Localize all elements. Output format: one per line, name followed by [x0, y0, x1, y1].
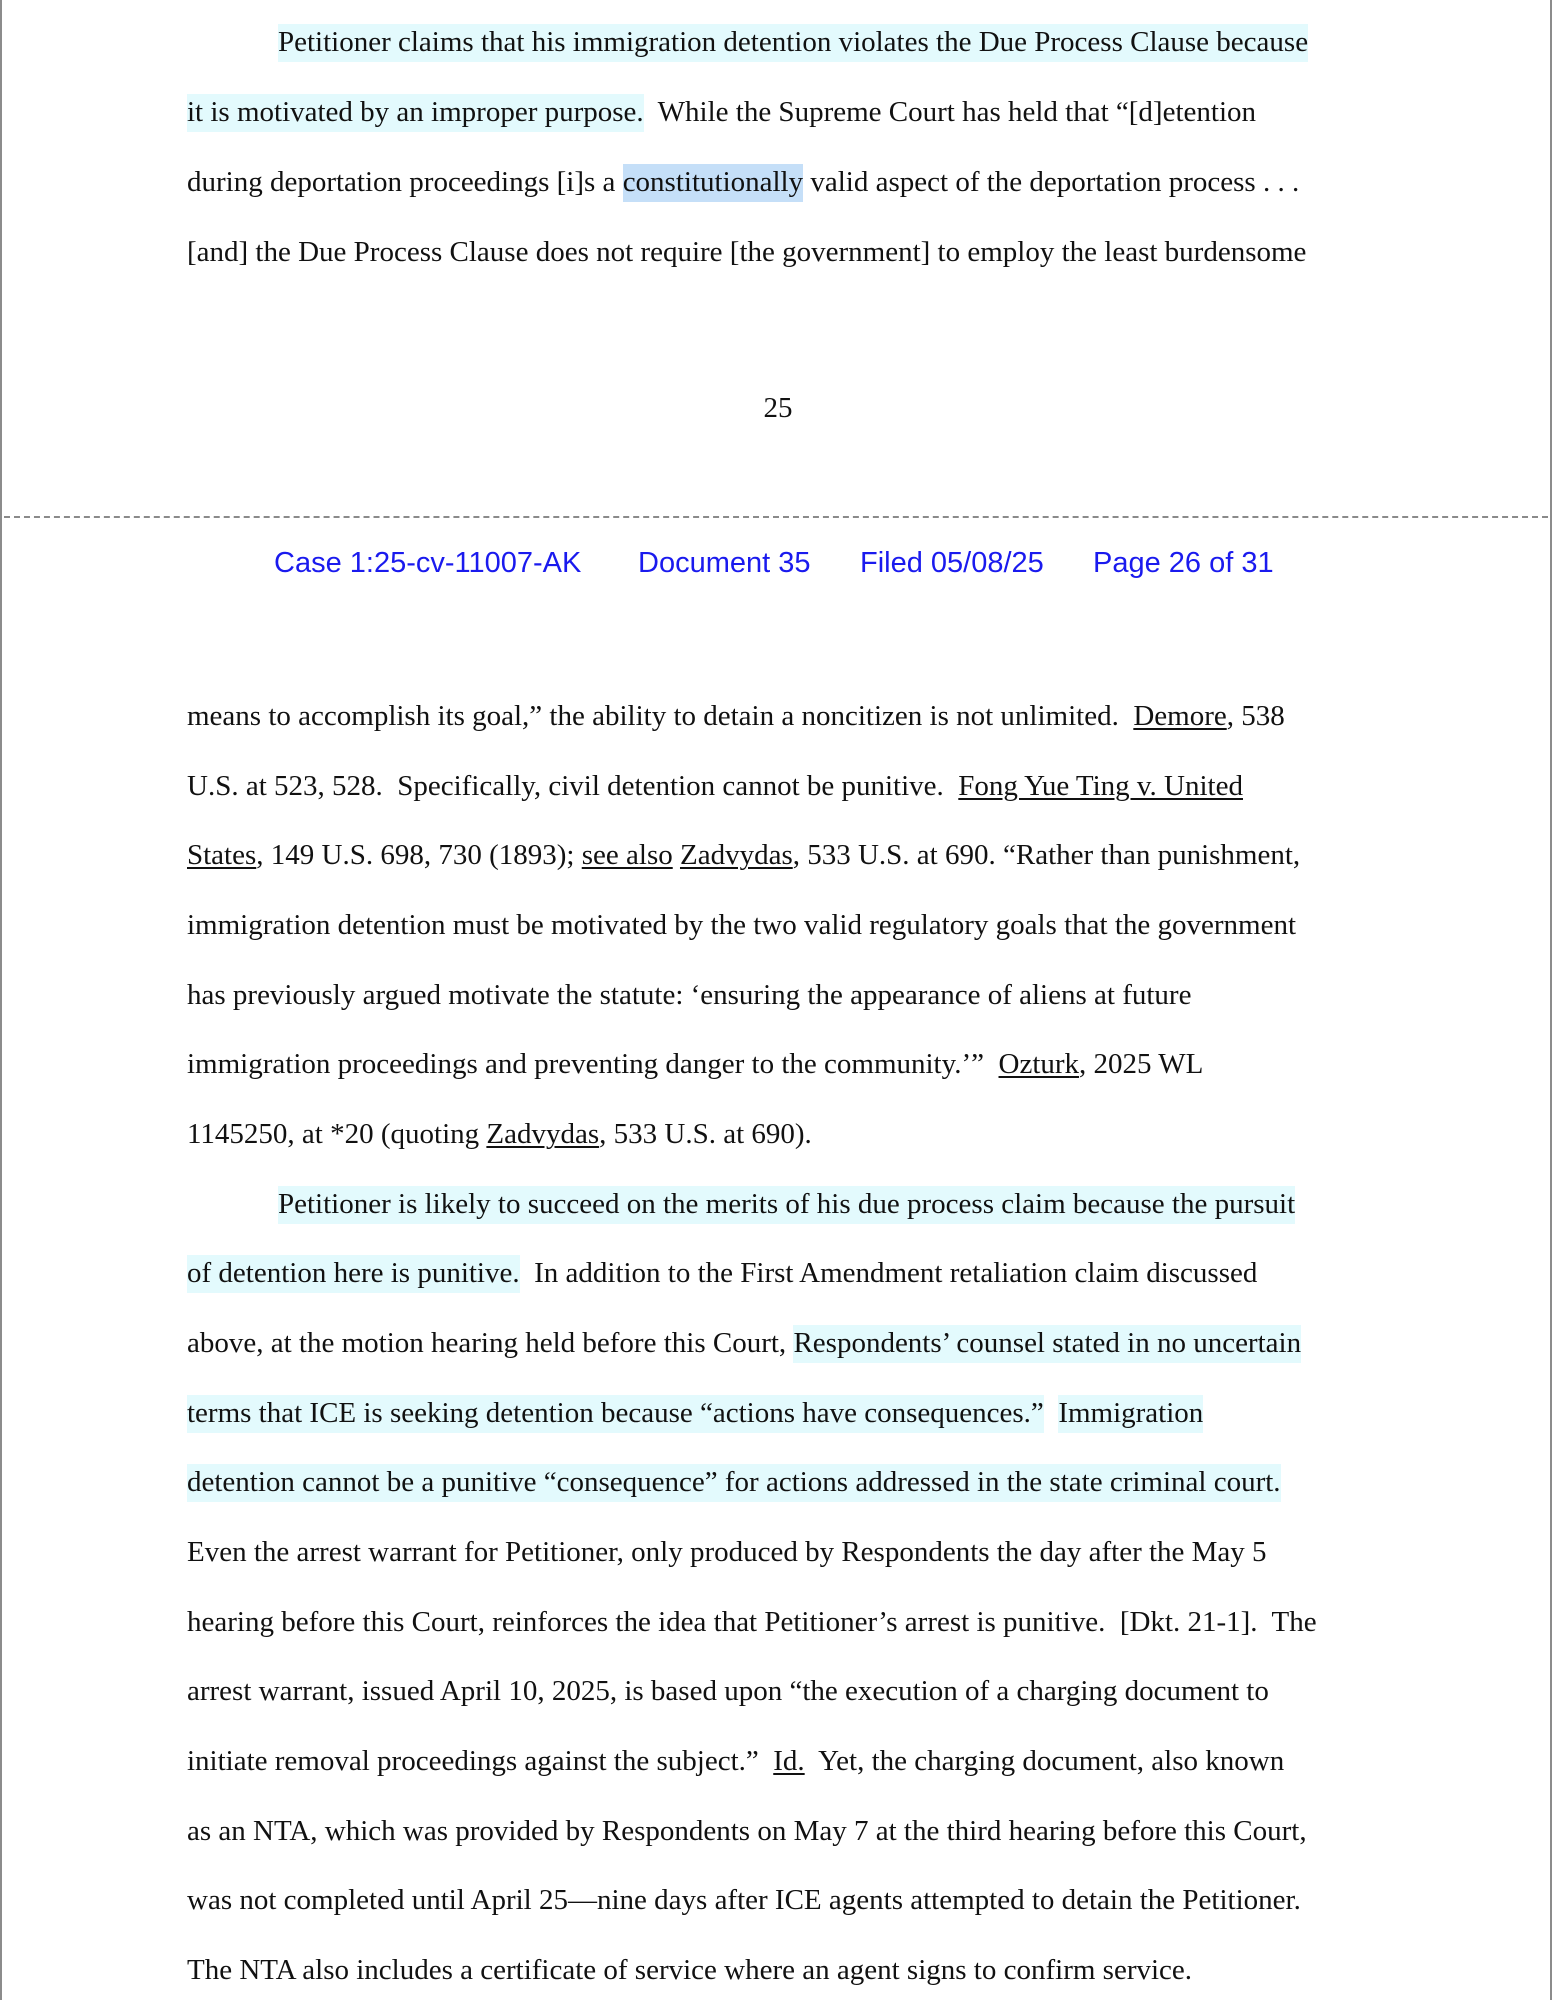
filed-date: Filed 05/08/25: [860, 547, 1044, 579]
case-citation: Demore: [1133, 700, 1227, 732]
text-line: [187, 1393, 1203, 1433]
highlight-annotation[interactable]: Respondents’ counsel stated in no uncertain: [793, 1325, 1301, 1363]
case-citation: Fong Yue Ting v. United: [958, 770, 1243, 802]
text-run: was not completed until April 25—nine days after ICE agents attempted to detain the Petitioner.: [187, 1884, 1301, 1916]
text-run: , 2025 WL: [1079, 1048, 1204, 1080]
highlight-annotation[interactable]: of detention here is punitive.: [187, 1255, 520, 1293]
highlight-annotation[interactable]: it is motivated by an improper purpose.: [187, 94, 644, 132]
case-number: Case 1:25-cv-11007-AK: [274, 547, 582, 579]
text-run: valid aspect of the deportation process . . .: [803, 166, 1300, 198]
text-line: [187, 232, 1306, 272]
text-line: [278, 22, 1308, 62]
text-selection[interactable]: constitutionally: [623, 164, 803, 202]
page-number: 25: [763, 392, 793, 424]
text-line: [187, 766, 1243, 806]
text-line: [187, 975, 1191, 1015]
text-run: U.S. at 523, 528. Specifically, civil detention cannot be punitive.: [187, 770, 959, 802]
text-run: , 533 U.S. at 690. “Rather than punishment,: [792, 839, 1301, 871]
text-run: above, at the motion hearing held before this Court,: [187, 1327, 794, 1359]
text-run: has previously argued motivate the statute: ‘ensuring the appearance of aliens at future: [187, 979, 1192, 1011]
text-run: , 538: [1226, 700, 1285, 732]
text-line: [187, 1462, 1281, 1502]
text-run: initiate removal proceedings against the subject.”: [187, 1745, 774, 1777]
highlight-annotation[interactable]: detention cannot be a punitive “consequence” for actions addressed in the state criminal court.: [187, 1464, 1281, 1502]
text-run: during deportation proceedings [i]s a: [187, 166, 623, 198]
text-line: [278, 1184, 1295, 1224]
text-line: [187, 1253, 1257, 1293]
text-run: [1044, 1397, 1059, 1429]
text-line: [187, 1811, 1307, 1851]
case-citation: Zadvydas: [679, 839, 793, 871]
text-run: [673, 839, 680, 871]
text-run: Even the arrest warrant for Petitioner, only produced by Respondents the day after the May 5: [187, 1536, 1267, 1568]
text-line: [187, 905, 1296, 945]
case-citation: Ozturk: [998, 1048, 1080, 1080]
text-run: The NTA also includes a certificate of service where an agent signs to confirm service.: [187, 1954, 1193, 1986]
text-line: [187, 1114, 812, 1154]
text-run: means to accomplish its goal,” the ability to detain a noncitizen is not unlimited.: [187, 700, 1134, 732]
text-line: [187, 1671, 1269, 1711]
highlight-annotation[interactable]: Petitioner is likely to succeed on the merits of his due process claim because the pursuit: [278, 1186, 1295, 1224]
text-line: [187, 92, 1256, 132]
text-run: as an NTA, which was provided by Respondents on May 7 at the third hearing before this Court,: [187, 1815, 1307, 1847]
text-run: [and] the Due Process Clause does not require [the government] to employ the least burdensome: [187, 236, 1307, 268]
case-citation: Zadvydas: [486, 1118, 600, 1150]
text-run: hearing before this Court, reinforces the idea that Petitioner’s arrest is punitive. [Dkt. 21-1]. The: [187, 1606, 1317, 1638]
signal-phrase: see also: [581, 839, 673, 871]
text-line: [187, 1741, 1284, 1781]
text-run: In addition to the First Amendment retaliation claim discussed: [519, 1257, 1258, 1289]
text-line: [187, 1880, 1301, 1920]
highlight-annotation[interactable]: Immigration: [1058, 1395, 1203, 1433]
text-line: [187, 1323, 1301, 1363]
text-run: immigration detention must be motivated by the two valid regulatory goals that the government: [187, 909, 1297, 941]
text-line: [187, 1044, 1203, 1084]
document-number: Document 35: [638, 547, 811, 579]
text-line: [187, 1532, 1267, 1572]
text-line: [187, 162, 1299, 202]
text-run: immigration proceedings and preventing danger to the community.’”: [187, 1048, 999, 1080]
highlight-annotation[interactable]: terms that ICE is seeking detention because “actions have consequences.”: [187, 1395, 1044, 1433]
text-run: arrest warrant, issued April 10, 2025, is based upon “the execution of a charging document to: [187, 1675, 1269, 1707]
highlight-annotation[interactable]: Petitioner claims that his immigration detention violates the Due Process Clause because: [278, 24, 1308, 62]
text-line: [187, 1602, 1317, 1642]
case-citation: States: [187, 839, 257, 871]
text-line: [187, 835, 1300, 875]
text-run: 1145250, at *20 (quoting: [187, 1118, 487, 1150]
text-run: , 149 U.S. 698, 730 (1893);: [256, 839, 582, 871]
text-run: While the Supreme Court has held that “[d]etention: [643, 96, 1256, 128]
text-run: , 533 U.S. at 690).: [599, 1118, 812, 1150]
case-citation: Id.: [773, 1745, 805, 1777]
page-indicator: Page 26 of 31: [1093, 547, 1274, 579]
text-line: [187, 696, 1285, 736]
page-break-divider: [4, 516, 1548, 518]
text-run: Yet, the charging document, also known: [804, 1745, 1285, 1777]
text-line: [187, 1950, 1192, 1990]
